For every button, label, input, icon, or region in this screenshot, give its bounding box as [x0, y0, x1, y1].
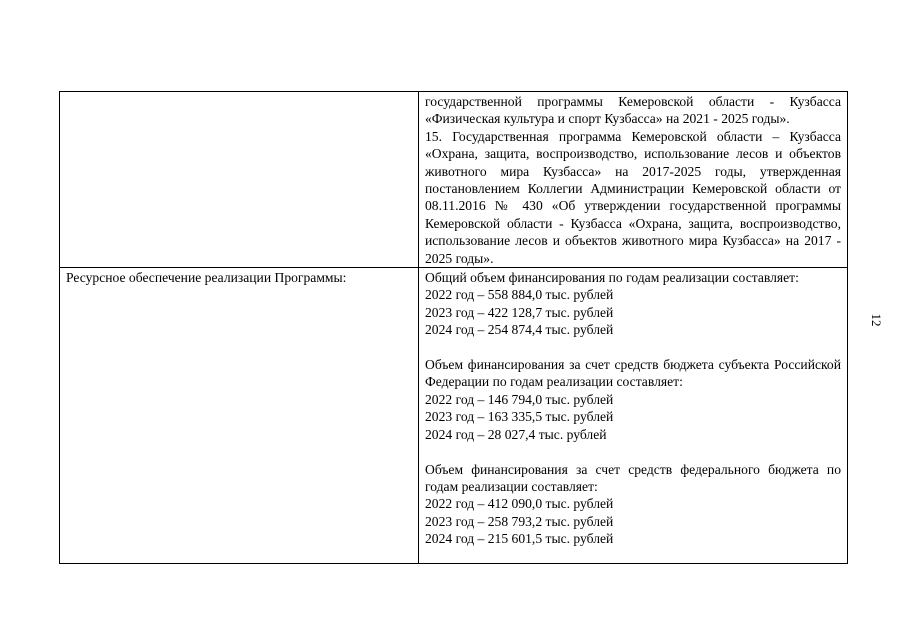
page-number: 12 [869, 313, 884, 327]
total-funding-line-2023: 2023 год – 422 128,7 тыс. рублей [425, 304, 614, 320]
regional-funding-line-2023: 2023 год – 163 335,5 тыс. рублей [425, 409, 614, 425]
total-funding-line-2022: 2022 год – 558 884,0 тыс. рублей [425, 287, 614, 303]
row1-content-cell [419, 92, 848, 268]
federal-funding-line-2022: 2022 год – 412 090,0 тыс. рублей [425, 496, 614, 512]
spacer [425, 443, 841, 460]
resource-content-cell [419, 268, 848, 564]
regional-funding-heading: Объем финансирования за счет средств бюджета субъекта Российской Федерации по годам реализации составляет: [425, 357, 841, 390]
program-passport-table [59, 91, 848, 564]
regional-funding-line-2024: 2024 год – 28 027,4 тыс. рублей [425, 426, 607, 442]
resource-label-cell: Ресурсное обеспечение реализации Программы: [60, 268, 419, 564]
federal-funding-line-2024: 2024 год – 215 601,5 тыс. рублей [425, 531, 614, 547]
row1-paragraph-1: государственной программы Кемеровской области - Кузбасса «Физическая культура и спорт Кузбасса» на 2021 - 2025 годы». [425, 94, 841, 127]
table-row [60, 268, 848, 564]
row1-label-cell [60, 92, 419, 268]
federal-funding-heading: Объем финансирования за счет средств федерального бюджета по годам реализации составляет: [425, 461, 841, 494]
federal-funding-line-2023: 2023 год – 258 793,2 тыс. рублей [425, 513, 614, 529]
row1-paragraph-2: 15. Государственная программа Кемеровской области – Кузбасса «Охрана, защита, воспроизводство, использование лесов и объектов животного мира Кузбасса» на 2017-2025 годы, утвержденная постановлением Коллегии Администрации Кемеровской области от 08.11.2016 № 430 «Об утверждении государственной программы Кемеровской области - Кузбасса «Охрана, защита, воспроизводство, использование лесов и объектов животного мира Кузбасса» на 2017 - 2025 годы». [425, 128, 841, 266]
regional-funding-line-2022: 2022 год – 146 794,0 тыс. рублей [425, 391, 614, 407]
table-row [60, 92, 848, 268]
total-funding-heading: Общий объем финансирования по годам реализации составляет: [425, 270, 799, 286]
total-funding-line-2024: 2024 год – 254 874,4 тыс. рублей [425, 322, 614, 338]
spacer [425, 339, 841, 356]
